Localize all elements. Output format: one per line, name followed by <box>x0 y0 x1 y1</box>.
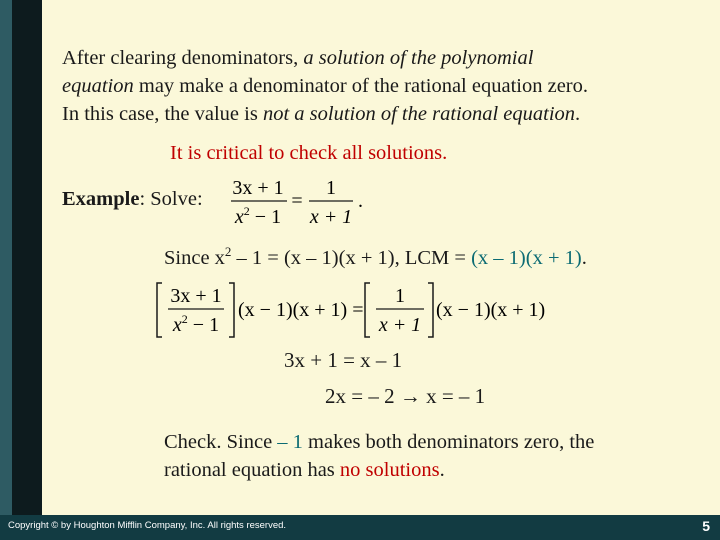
check-period: . <box>439 459 445 481</box>
solution-step-2 <box>325 384 485 409</box>
intro-line-3 <box>62 100 702 128</box>
intro-text: In this case, the value is <box>62 103 263 125</box>
intro-italic: equation <box>62 75 134 97</box>
rhs-numerator: 1 <box>395 285 405 307</box>
equation-period: . <box>358 190 363 212</box>
check-text: makes both denominators zero, the <box>302 431 595 453</box>
rhs-numerator: 1 <box>326 177 336 199</box>
rhs-denominator: x + 1 <box>378 314 422 336</box>
check-text: rational equation has <box>164 459 340 481</box>
rhs-denominator: x + 1 <box>309 206 353 228</box>
lhs-numerator: 3x + 1 <box>232 177 284 199</box>
right-bracket-close <box>428 283 433 337</box>
check-text: Check. Since <box>164 431 278 453</box>
intro-text: After clearing denominators, <box>62 47 304 69</box>
check-paragraph <box>164 428 704 484</box>
lhs-denominator: $x^2 - 1$ <box>172 312 220 336</box>
check-line-1 <box>164 428 704 456</box>
left-sidebar-accent <box>0 0 12 540</box>
example-label: Example <box>62 188 140 210</box>
lhs-denominator: $x^2 - 1$ <box>234 204 282 228</box>
right-bracket-open <box>365 283 370 337</box>
footer-bar <box>0 515 720 540</box>
equals-sign: = <box>291 190 303 212</box>
no-solutions-text: no solutions <box>339 459 440 481</box>
intro-italic: a solution of the polynomial <box>303 47 534 69</box>
lhs-factors: (x − 1)(x + 1) = <box>238 299 364 321</box>
lcm-value: (x – 1)(x + 1) <box>471 246 582 269</box>
check-value: – 1 <box>277 431 303 453</box>
solution-step-1: 3x + 1 = x – 1 <box>284 348 403 372</box>
intro-line-1 <box>62 44 702 72</box>
example-label-line <box>62 188 203 211</box>
since-text: Since x <box>164 246 225 269</box>
check-line-2 <box>164 456 704 484</box>
since-period: . <box>581 246 587 269</box>
since-text: – 1 = (x – 1)(x + 1), <box>231 246 405 269</box>
intro-text: may make a denominator of the rational equation zero. <box>133 75 588 97</box>
left-sidebar-strip <box>0 0 42 540</box>
copyright-text: Copyright © by Houghton Mifflin Company, Inc. All rights reserved. <box>8 520 287 531</box>
intro-paragraph <box>62 44 702 128</box>
lhs-numerator: 3x + 1 <box>170 285 222 307</box>
step2-left: 2x = – 2 <box>325 384 400 408</box>
example-solve-text: : Solve: <box>139 188 203 210</box>
factoring-line <box>164 244 587 270</box>
intro-italic: not a solution of the rational equation <box>262 103 576 125</box>
left-bracket-open <box>157 283 162 337</box>
cleared-equation <box>152 280 552 340</box>
left-bracket-close <box>229 283 234 337</box>
critical-note: It is critical to check all solutions. <box>170 142 448 164</box>
since-exponent: 2 <box>224 244 232 259</box>
example-equation <box>227 172 367 232</box>
page-number: 5 <box>702 518 710 534</box>
intro-text: . <box>575 103 581 125</box>
lcm-label: LCM = <box>404 246 472 269</box>
rhs-factors: (x − 1)(x + 1) <box>436 299 546 321</box>
intro-line-2 <box>62 72 702 100</box>
step2-right: x = – 1 <box>420 384 486 408</box>
implies-arrow-icon: → <box>399 384 421 408</box>
